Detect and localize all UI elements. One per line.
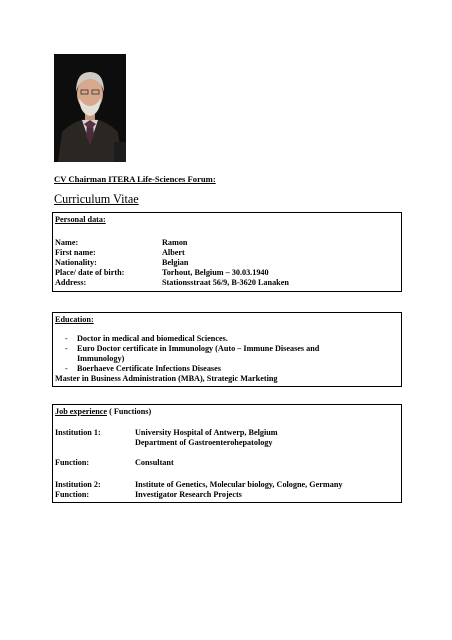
education-item-text: Boerhaeve Certificate Infections Diseases bbox=[77, 364, 221, 373]
row-label: Institution 2: bbox=[55, 480, 101, 489]
bullet-dash: - bbox=[65, 334, 68, 343]
personal-data-heading: Personal data: bbox=[55, 215, 106, 224]
row-label: Name: bbox=[55, 238, 79, 247]
row-value: University Hospital of Antwerp, Belgium bbox=[135, 428, 278, 437]
portrait-illustration bbox=[54, 54, 126, 162]
cv-caption: CV Chairman ITERA Life-Sciences Forum: bbox=[54, 174, 216, 184]
row-value: Ramon bbox=[162, 238, 188, 247]
cv-title: Curriculum Vitae bbox=[54, 192, 139, 206]
portrait-photo bbox=[54, 54, 126, 162]
job-experience-heading bbox=[55, 407, 151, 416]
row-label: Function: bbox=[55, 458, 90, 467]
row-label: Function: bbox=[55, 490, 90, 499]
row-label: Address: bbox=[55, 278, 87, 287]
row-value: Investigator Research Projects bbox=[135, 490, 242, 499]
row-label: Institution 1: bbox=[55, 428, 101, 437]
row-value: Belgian bbox=[162, 258, 189, 267]
row-label: Nationality: bbox=[55, 258, 97, 267]
row-value: Torhout, Belgium – 30.03.1940 bbox=[162, 268, 269, 277]
row-label: First name: bbox=[55, 248, 96, 257]
job-heading-suffix: ( Functions) bbox=[107, 407, 152, 416]
bullet-dash: - bbox=[65, 364, 68, 373]
job-experience-box bbox=[52, 404, 402, 503]
education-box bbox=[52, 312, 402, 387]
education-item-text: Immunology) bbox=[77, 354, 125, 363]
row-value: Consultant bbox=[135, 458, 174, 467]
personal-data-box bbox=[52, 212, 402, 292]
education-item-text: Doctor in medical and biomedical Sciences. bbox=[77, 334, 228, 343]
bullet-dash: - bbox=[65, 344, 68, 353]
education-heading: Education: bbox=[55, 315, 94, 324]
row-value: Institute of Genetics, Molecular biology, Cologne, Germany bbox=[135, 480, 343, 489]
row-value: Department of Gastroenterohepatology bbox=[135, 438, 273, 447]
row-label: Place/ date of birth: bbox=[55, 268, 125, 277]
education-item-text: Euro Doctor certificate in Immunology (Auto – Immune Diseases and bbox=[77, 344, 320, 353]
row-value: Stationsstraat 56/9, B-3620 Lanaken bbox=[162, 278, 289, 287]
job-heading-main: Job experience bbox=[55, 407, 108, 416]
row-value: Albert bbox=[162, 248, 185, 257]
education-footer: Master in Business Administration (MBA), Strategic Marketing bbox=[55, 374, 278, 383]
